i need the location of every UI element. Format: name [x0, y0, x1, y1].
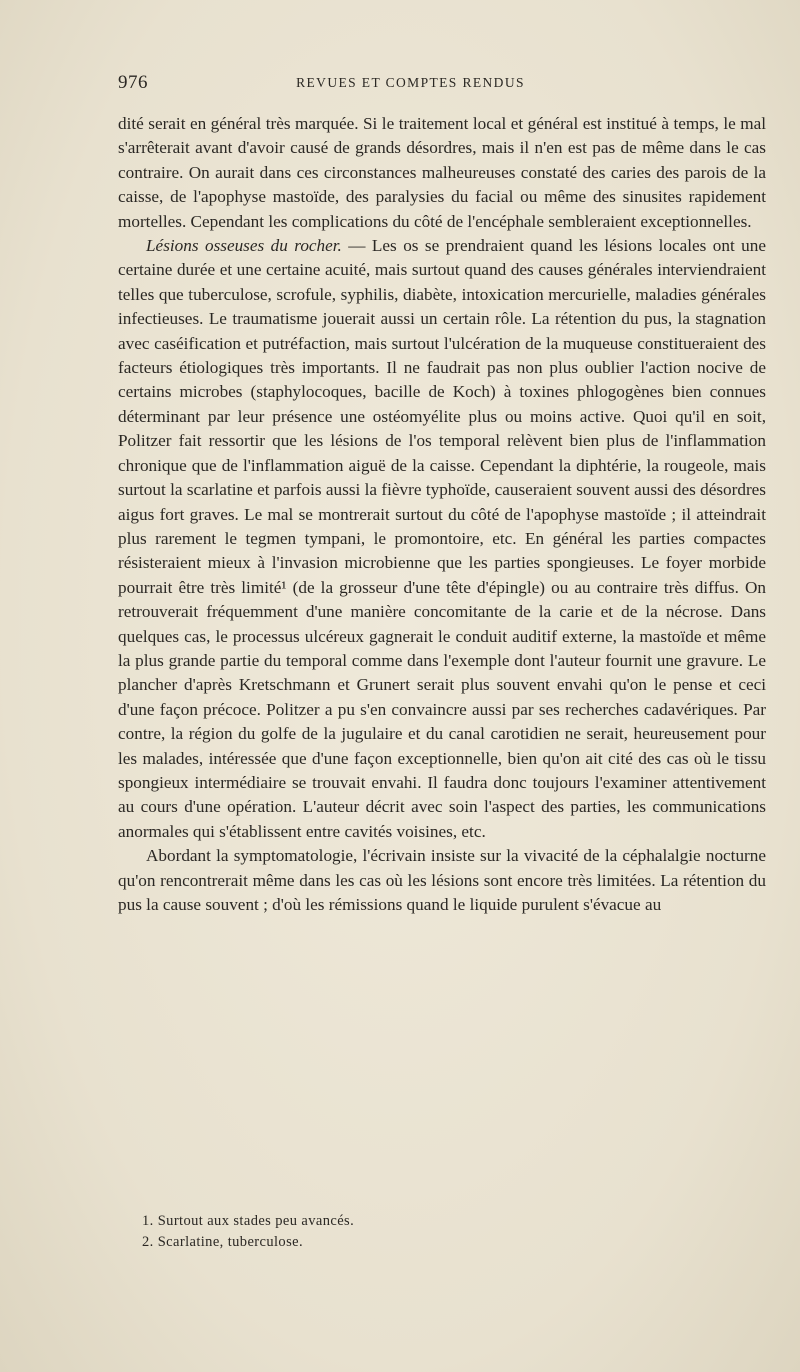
footnotes	[142, 1211, 742, 1253]
body-text	[118, 112, 766, 917]
paragraph-2	[118, 234, 766, 844]
paragraph-1	[118, 112, 766, 234]
section-heading: Lésions osseuses du rocher.	[146, 236, 342, 256]
running-title: REVUES ET COMPTES RENDUS	[296, 75, 525, 90]
page-number: 976	[118, 72, 148, 93]
paragraph-2-text: — Les os se prendraient quand les lésions locales ont une certaine durée et une certaine acuité, mais surtout quand des causes générales interviendraient telles que tuberculose, scrofule, syphilis, diabète, intoxication mercurielle, maladies générales infectieuses. Le traumatisme jouerait aussi un certain rôle. La rétention du pus, la stagnation avec caséification et putréfaction, mais surtout l'ulcération de la muqueuse constitueraient des facteurs étiologiques très importants. Il ne faudrait pas non plus oublier l'action nocive de certains microbes (staphylocoques, bacille de Koch) à toxines phlogogènes bien connues déterminant par leur présence une ostéomyélite plus ou moins active. Quoi qu'il en soit, Politzer fait ressortir que les lésions de l'os temporal relèvent bien plus de l'inflammation chronique que de l'inflammation aiguë de la caisse. Cependant la diphtérie, la rougeole, mais surtout la scarlatine et parfois aussi la fièvre typhoïde, causeraient souvent aussi des désordres aigus fort graves. Le mal se montrerait surtout du côté de l'apophyse mastoïde ; il atteindrait plus rarement le tegmen tympani, le promontoire, etc. En général les parties compactes résisteraient mieux à l'invasion microbienne que les parties spongieuses. Le foyer morbide pourrait être très limité¹ (de la grosseur d'une tête d'épingle) ou au contraire très diffus. On retrouverait fréquemment d'une manière concomitante de la carie et de la nécrose. Dans quelques cas, le processus ulcéreux gagnerait le conduit auditif externe, la mastoïde et même la plus grande partie du temporal comme dans l'exemple dont l'auteur fournit une gravure. Le plancher d'après Kretschmann et Grunert serait plus souvent envahi qu'on le pense et ceci d'une façon précoce. Politzer a pu s'en convaincre aussi par ses recherches cadavériques. Par contre, la région du golfe de la jugulaire et du canal carotidien ne serait, heureusement pour les malades, intéressée que d'une façon exceptionnelle, bien qu'on ait cité des cas où le tissu spongieux intermédiaire se trouvait envahi. Il faudra donc toujours l'examiner attentivement au cours d'une opération. L'auteur décrit avec soin l'aspect des parties, les communications anormales qui s'établissent entre cavités voisines, etc.	[118, 236, 766, 841]
paragraph-1-text: dité serait en général très marquée. Si le traitement local et général est institué à temps, le mal s'arrêterait avant d'avoir causé de grands désordres, mais il n'en est pas de même dans le cas contraire. On aurait dans ces circonstances malheureuses constaté des caries des parois de la caisse, de l'apophyse mastoïde, des paralysies du facial ou même des sinusites rapidement mortelles. Cependant les complications du côté de l'encéphale sembleraient exceptionnelles.	[118, 114, 766, 231]
page-header	[118, 72, 703, 96]
footnote-1: 1. Surtout aux stades peu avancés.	[142, 1213, 355, 1229]
paragraph-3	[118, 844, 766, 917]
paragraph-3-text: Abordant la symptomatologie, l'écrivain insiste sur la vivacité de la céphalalgie nocturne qu'on rencontrerait même dans les cas où les lésions sont encore très limitées. La rétention du pus la cause souvent ; d'où les rémissions quand le liquide purulent s'évacue au	[118, 846, 766, 914]
footnote-2: 2. Scarlatine, tuberculose.	[142, 1234, 303, 1250]
